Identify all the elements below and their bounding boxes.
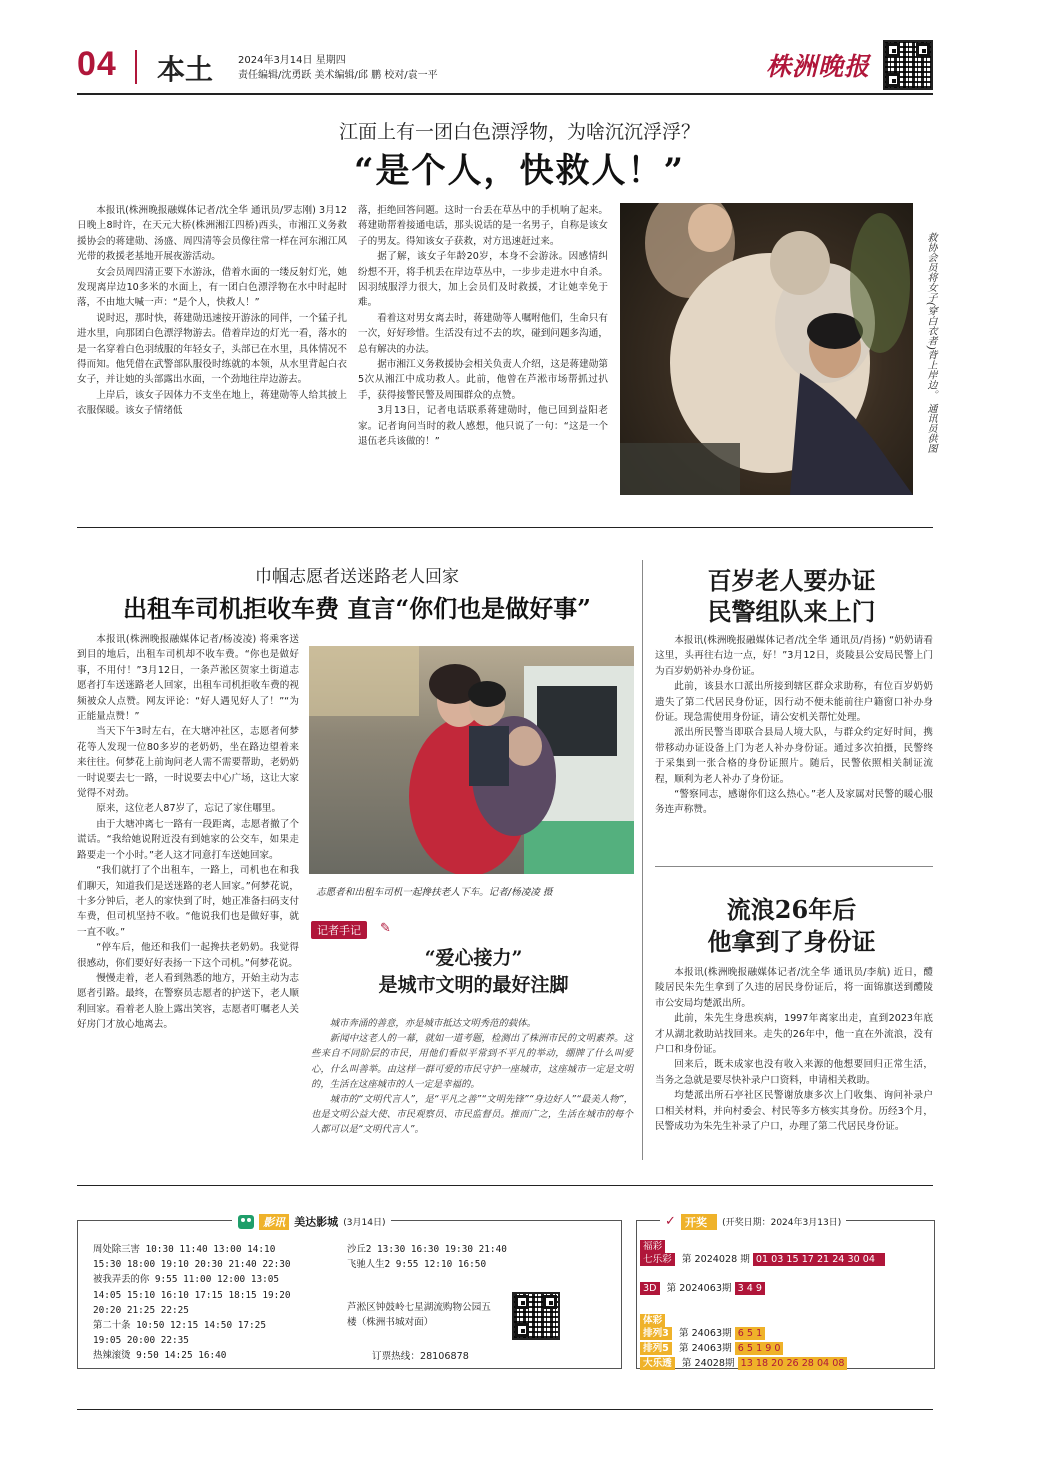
lottery-numbers: 13 18 20 26 28 04 08	[738, 1357, 848, 1370]
lottery-row-pailie3	[640, 1327, 765, 1340]
rescue-photo	[620, 203, 913, 495]
cinema-schedule-col-1	[93, 1242, 338, 1364]
lottery-name: 大乐透	[640, 1357, 675, 1370]
schedule-line: 被我弄丢的你 9:55 11:00 12:00 13:05	[93, 1274, 280, 1286]
section-name: 本土	[157, 53, 214, 86]
article3-headline-1: 百岁老人要办证	[707, 566, 876, 595]
article3-headline-2: 民警组队来上门	[707, 597, 876, 626]
header-divider-bar	[135, 50, 137, 84]
paragraph: 落，拒绝回答问题。这时一台丢在草丛中的手机响了起来。蒋建勋帮着接通电话，那头说话的是一名男子，自称是该女子的男友。得知该女子获救，对方迅速赶过来。	[358, 205, 608, 247]
paragraph: 此前，朱先生身患疾病，1997年离家出走，直到2023年底才从湖北救助站找回来。走失的26年中，他一直在外流浪，没有户口和身份证。	[655, 1013, 933, 1056]
lottery-header	[660, 1211, 846, 1229]
date-line: 2024年3月14日 星期四	[238, 55, 346, 66]
paragraph: 回来后，既未成家也没有收入来源的他想要回归正常生活，当务之急就是要尽快补录户口资料，申请相关救助。	[655, 1059, 933, 1086]
lottery-name: 3D	[640, 1282, 660, 1295]
newspaper-logo: 株洲晚报	[766, 52, 871, 81]
header-qr-code	[883, 40, 933, 90]
film-reel-icon	[238, 1215, 254, 1229]
lottery-row-qilecai	[640, 1253, 885, 1266]
article3-body	[655, 633, 933, 818]
schedule-line: 20:20 21:25 22:25	[93, 1304, 189, 1316]
lottery-period: 第 2024063期	[666, 1283, 732, 1294]
lottery-numbers: 01 03 15 17 21 24 30 04	[753, 1253, 885, 1266]
paragraph: 慢慢走着，老人看到熟悉的地方，开始主动为志愿者引路。最终，在警察员志愿者的护送下，老人顺利回家。看着老人脸上露出笑容，志愿者叮嘱老人关好房门才放心地离去。	[77, 972, 299, 1031]
lottery-row-3d	[640, 1282, 765, 1295]
schedule-line: 15:30 18:00 19:10 20:30 21:40 22:30	[93, 1259, 291, 1271]
commentary-title-2: 是城市文明的最好注脚	[378, 974, 569, 996]
rescue-photo-caption: 救协会员将女子(穿白衣者)背上岸边。 通讯员供图	[925, 232, 936, 453]
schedule-line: 飞驰人生2 9:55 12:10 16:50	[347, 1259, 487, 1271]
paragraph: 本报讯(株洲晚报融媒体记者/沈全华 通讯员/罗志刚) 3月12日晚上8时许，在天元大桥(株洲湘江四桥)西头，市湘江义务救援协会的蒋建勋、汤盛、周四清等会员像往常一样在河东湘江风光带的救援老基地开展夜游活动。	[77, 205, 347, 263]
sports-label: 体彩	[640, 1314, 669, 1327]
footer-rule	[77, 1409, 933, 1410]
paragraph: 由于大塘冲离七一路有一段距离，志愿者撤了个谎话。“我给她说附近没有到她家的公交车，如果走路要走一个小时。”老人这才同意打车送她回家。	[77, 818, 299, 861]
article2-headline: 出租车司机拒收车费 直言“你们也是做好事”	[123, 594, 591, 623]
paragraph: 原来，这位老人87岁了，忘记了家住哪里。	[96, 803, 282, 815]
article1-column-1	[77, 203, 347, 419]
commentary-body	[311, 1016, 633, 1138]
taxi-photo	[309, 646, 634, 874]
cinema-hotline: 订票热线：28106878	[372, 1351, 469, 1362]
article2-kicker: 巾帼志愿者送迷路老人回家	[255, 567, 459, 587]
lottery-name: 排列5	[640, 1342, 672, 1355]
schedule-line: 周处除三害 10:30 11:40 13:00 14:10	[93, 1244, 276, 1255]
cinema-name: 美达影城	[294, 1215, 339, 1229]
cinema-schedule-col-2	[347, 1242, 607, 1272]
schedule-line: 14:05 15:10 16:10 17:15 18:15 19:20	[93, 1289, 291, 1301]
schedule-line: 热辣滚烫 9:50 14:25 16:40	[93, 1350, 227, 1362]
paragraph: 此前，该县水口派出所接到辖区群众求助称，有位百岁奶奶遗失了第二代居民身份证，因行动不便未能前往户籍窗口补办身份证。现急需使用身份证，请公安机关帮忙处理。	[655, 681, 933, 724]
cinema-qr-code	[512, 1292, 560, 1340]
paragraph: 城市的“文明代言人”，是“平凡之善”“文明先锋”“身边好人”“最美人物”，也是文明公益大使、市民观察员、市民监督员。推而广之，生活在城市的每个人都可以是“文明代言人”。	[311, 1094, 633, 1136]
commentary-pen-icon: ✎	[380, 921, 391, 936]
paragraph: 本报讯(株洲晚报融媒体记者/沈全华 通讯员/肖扬) “奶奶请看这里，头再往右边一点，好！”3月12日，炎陵县公安局民警上门为百岁奶奶补办身份证。	[655, 635, 933, 677]
article4-headline-2: 他拿到了身份证	[707, 927, 876, 956]
lottery-row-daletou	[640, 1357, 847, 1370]
lottery-period: 第 24028期	[681, 1358, 735, 1369]
article1-headline: “是个人，快救人！”	[353, 151, 686, 191]
cinema-header	[232, 1211, 391, 1229]
article2-body	[77, 632, 299, 1033]
paragraph: 派出所民警当即联合县局人境大队，与群众约定好时间，携带移动办证设备上门为老人补办身份证。通过多次拍摄，民警终于采集到一张合格的身份证照片。随后，民警依照相关制证流程，顺利为老人补办了身份证。	[655, 727, 933, 785]
paragraph: 说时迟，那时快，蒋建勋迅速按开游泳的同伴，一个猛子扎进水里，向那团白色漂浮物游去。借着岸边的灯光一看，落水的是一名穿着白色羽绒服的年轻女子，头部已在水里，具体情况不得而知。他凭借在武警部队服役时练就的本领，从水里背起白衣女子，并让她的头部露出水面，一个劲地往岸边游去。	[77, 312, 347, 386]
lottery-period: 第 24063期	[678, 1343, 732, 1354]
lottery-numbers: 6 5 1 9 0	[735, 1342, 784, 1355]
editors-line: 责任编辑/沈勇跃 美术编辑/邱 鹏 校对/袁一平	[238, 70, 438, 81]
checkmark-icon: ✓	[665, 1214, 676, 1229]
lottery-row-pailie5	[640, 1342, 783, 1355]
paragraph: 3月13日，记者电话联系蒋建勋时，他已回到益阳老家。记者询问当时的救人感想，他只说了一句：“这是一个退伍老兵该做的！”	[358, 405, 608, 448]
paragraph: 女会员周四清正要下水游泳，借着水面的一缕反射灯光，她发现离岸边10多米的水面上，有一团白色漂浮物在水中时起时落，不由地大喊一声：“是个人，快救人！”	[77, 266, 347, 309]
cinema-date: (3月14日)	[343, 1218, 386, 1228]
section-rule-2	[655, 866, 933, 867]
section-rule-3	[77, 1185, 933, 1186]
section-rule-1	[77, 527, 933, 528]
commentary-tag: 记者手记	[311, 921, 367, 939]
paragraph: “停车后，他还和我们一起搀扶老奶奶。我觉得很感动，你们要好好表扬一下这个司机。”何梦花说。	[77, 942, 299, 969]
lottery-period: 第 24063期	[678, 1328, 732, 1339]
paragraph: 看着这对男女离去时，蒋建勋等人嘱咐他们，生命只有一次，好好珍惜。生活没有过不去的坎，碰到问题多沟通，总有解决的办法。	[358, 312, 608, 355]
column-divider	[642, 560, 643, 1160]
schedule-line: 第二十条 10:50 12:15 14:50 17:25	[93, 1320, 266, 1332]
lottery-badge: 开奖	[681, 1214, 717, 1230]
paragraph: 上岸后，该女子因体力不支坐在地上，蒋建勋等人给其披上衣服保暖。该女子情绪低	[77, 389, 347, 417]
paragraph: 城市奔涌的善意，亦是城市抵达文明秀范的载体。	[329, 1018, 537, 1029]
schedule-line: 19:05 20:00 22:35	[93, 1335, 189, 1347]
cinema-badge: 影讯	[259, 1214, 289, 1230]
paragraph: 当天下午3时左右，在大塘冲社区，志愿者何梦花等人发现一位80多岁的老奶奶，坐在路边望着来来往往。何梦花上前询问老人需不需要帮助，老奶奶一时说要去七一路，一时说要去中心广场，这让大家觉得不对劲。	[77, 726, 299, 800]
lottery-period: 第 2024028 期	[681, 1254, 750, 1265]
paragraph: 本报讯(株洲晚报融媒体记者/沈全华 通讯员/李航) 近日，醴陵居民朱先生拿到了久违的居民身份证后，将一面锦旗送到醴陵市公安局均楚派出所。	[655, 967, 933, 1009]
paragraph: 新闻中这老人的一幕，就如一道考题，检测出了株洲市民的文明素养。这些来自不同阶层的市民，用他们看似平常到不平凡的举动，绷牌了什么叫爱心，什么叫善举。由这样一群可爱的市民守护一座城市，这座城市一定是文明的，生活在这座城市的人一定是幸福的。	[311, 1033, 633, 1090]
lottery-results	[640, 1240, 930, 1369]
commentary-title-1: “爱心接力”	[424, 947, 523, 969]
page-number: 04	[77, 45, 117, 83]
paragraph: 本报讯(株洲晚报融媒体记者/杨凌凌) 将乘客送到目的地后，出租车司机却不收车费。“你也是做好事，不用付！”3月12日，一条芦淞区贺家土街道志愿者打车送迷路老人回家，出租车司机拒收车费的视频被众人点赞。网友评论：“好人遇见好人了！”“为正能量点赞！”	[77, 634, 299, 723]
taxi-photo-caption: 志愿者和出租车司机一起搀扶老人下车。记者/杨凌凌 摄	[316, 887, 553, 898]
paragraph: 据市湘江义务救援协会相关负责人介绍，这是蒋建勋第5次从湘江中成功救人。此前，他曾在芦淞市场帮抓过扒手，获得接警民警及周围群众的点赞。	[358, 359, 608, 401]
article4-headline-1: 流浪26年后	[726, 895, 857, 924]
welfare-label: 福彩	[640, 1240, 669, 1253]
article4-body	[655, 965, 933, 1134]
article1-kicker: 江面上有一团白色漂浮物，为啥沉沉浮浮？	[338, 121, 700, 143]
paragraph: 均楚派出所石亭社区民警谢放康多次上门收集、询问补录户口相关材料，并向村委会、村民等多方核实其身份。历经3个月，民警成功为朱先生补录了户口，办理了第二代居民身份证。	[655, 1090, 933, 1133]
lottery-numbers: 3 4 9	[735, 1282, 765, 1295]
paragraph: “警察同志，感谢你们这么热心。”老人及家属对民警的暖心服务连声称赞。	[655, 789, 933, 816]
header-rule	[77, 93, 933, 95]
lottery-numbers: 6 5 1	[735, 1327, 765, 1340]
lottery-date: (开奖日期：2024年3月13日)	[722, 1218, 842, 1228]
lottery-name: 七乐彩	[640, 1253, 675, 1266]
paragraph: 据了解，该女子年龄20岁，本身不会游泳。因感情纠纷想不开，将手机丢在岸边草丛中，一步步走进水中自杀。因羽绒服浮力很大，加上会员们及时救援，才让她幸免于难。	[358, 251, 608, 309]
lottery-name: 排列3	[640, 1327, 672, 1340]
schedule-line: 沙丘2 13:30 16:30 19:30 21:40	[347, 1244, 507, 1255]
cinema-address: 芦淞区钟鼓岭七星湖流购物公园五楼（株洲书城对面）	[347, 1302, 491, 1328]
article1-column-2	[358, 203, 608, 450]
paragraph: “我们就打了个出租车，一路上，司机也在和我们聊天，知道我们是送迷路的老人回家。”何梦花说，十多分钟后，老人的家快到了时，她正准备扫码支付车费，但司机坚持不收。“他说我们也是做好事，就一直不收。”	[77, 865, 299, 938]
